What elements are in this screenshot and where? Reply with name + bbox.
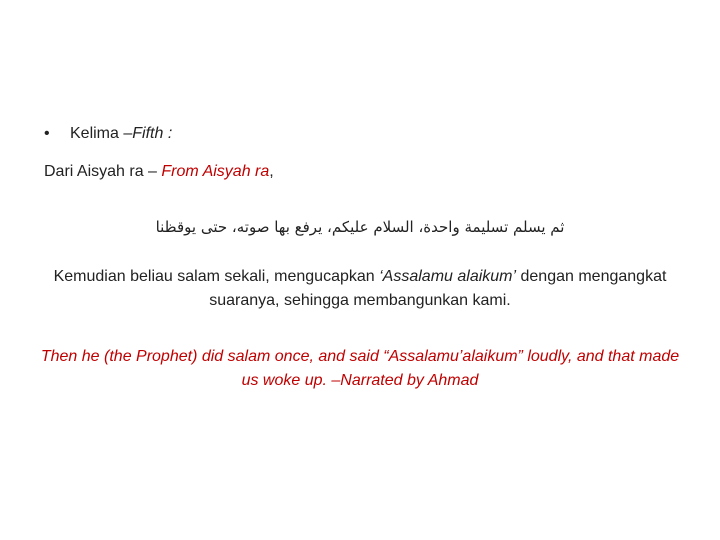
bullet-heading bbox=[44, 124, 172, 144]
source-malay: Dari Aisyah ra – bbox=[44, 163, 162, 180]
source-english: From Aisyah ra bbox=[161, 163, 270, 180]
source-tail: , bbox=[269, 163, 274, 180]
arabic-hadith-text: ثم يسلم تسليمة واحدة، السلام عليكم، يرفع بها صوته، حتى يوقظنا bbox=[155, 218, 565, 236]
malay-translation-end: dengan mengangkat suaranya, sehingga membangunkan kami. bbox=[209, 268, 667, 309]
malay-translation-start: Kemudian beliau salam sekali, mengucapkan bbox=[53, 268, 380, 285]
bullet-label-english: Fifth : bbox=[132, 125, 173, 142]
bullet-marker: • bbox=[44, 125, 50, 142]
bullet-label: Kelima – bbox=[70, 125, 133, 142]
malay-quote: ‘Assalamu alaikum’ bbox=[379, 268, 517, 285]
source-line bbox=[44, 162, 274, 182]
english-translation: Then he (the Prophet) did salam once, and said “Assalamu’alaikum” loudly, and that made us woke up. –Narrated by Ahmad bbox=[40, 348, 680, 389]
malay-translation bbox=[40, 265, 680, 313]
